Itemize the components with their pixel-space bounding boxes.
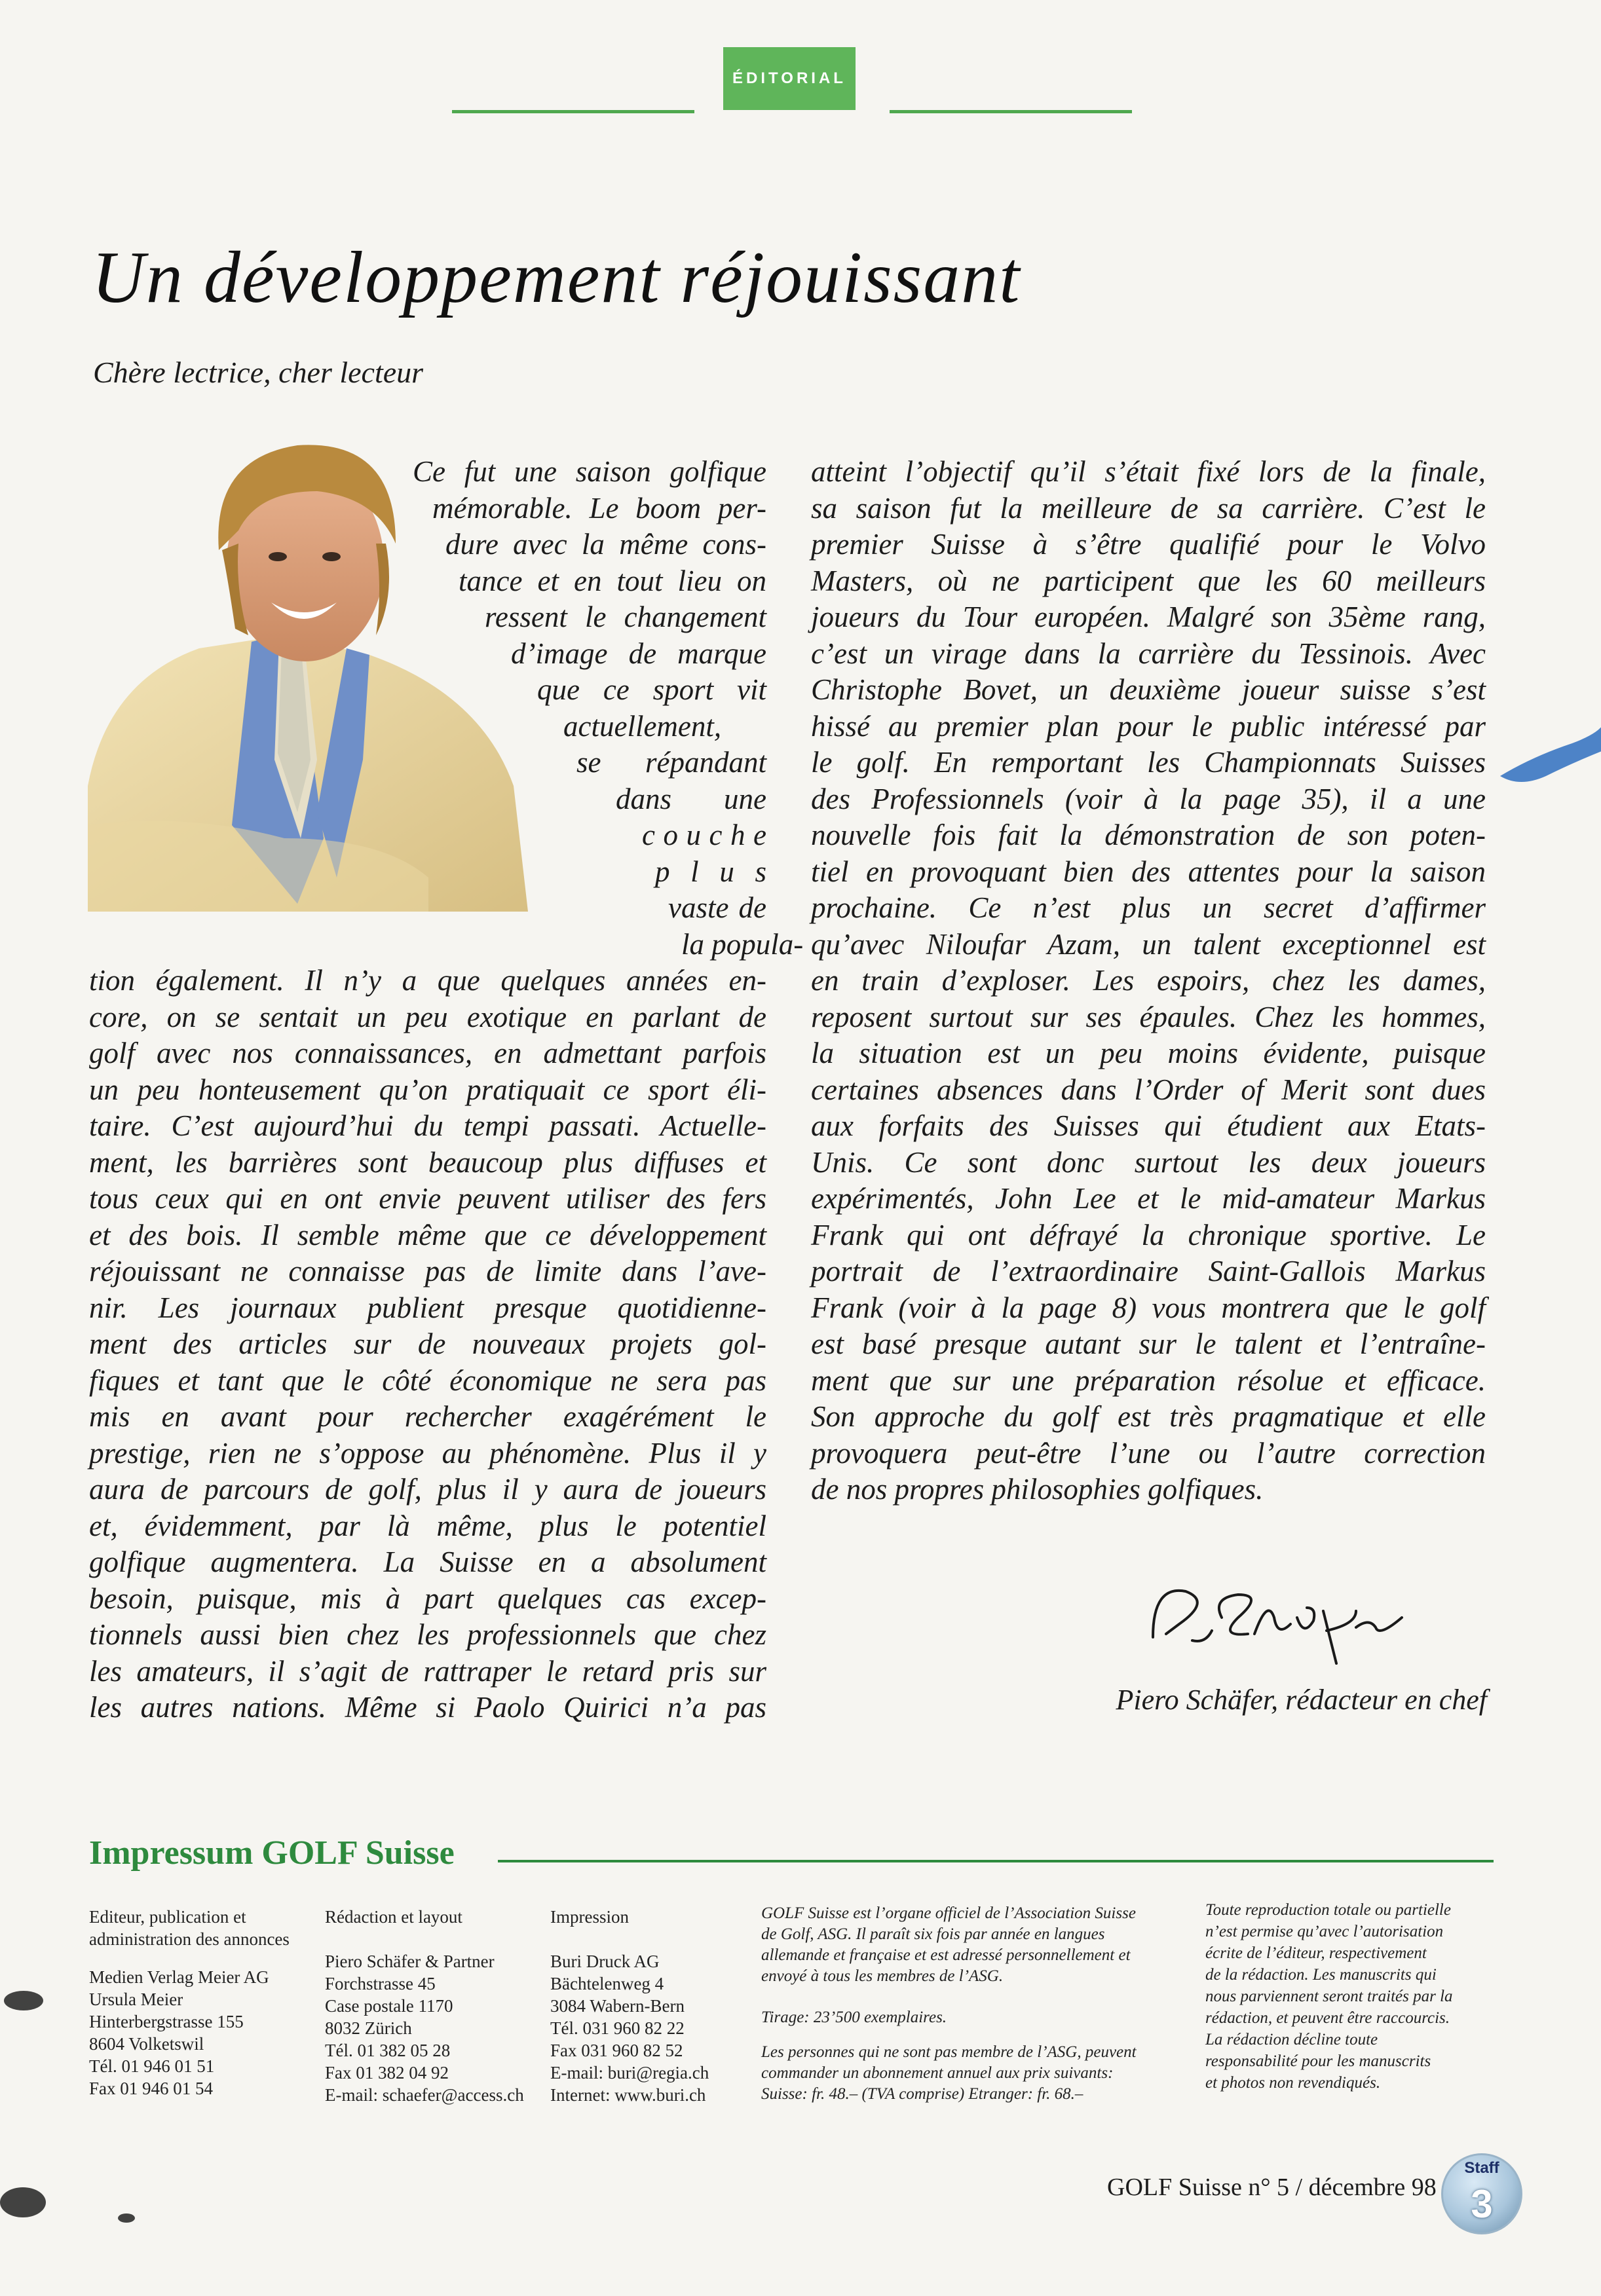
body-line: Son approche du golf est très pragmatique et elle bbox=[811, 1400, 1486, 1433]
body-line: premier Suisse à s’être qualifié pour le Volvo bbox=[811, 528, 1486, 561]
body-line: un peu honteusement qu’on pratiquait ce sport éli- bbox=[89, 1073, 766, 1106]
body-line: core, on se sentait un peu exotique en parlant de bbox=[89, 1000, 766, 1033]
body-line: nouvelle fois fait la démonstration de son poten- bbox=[811, 819, 1486, 851]
body-line: hissé au premier plan pour le public intéressé par bbox=[811, 709, 1486, 743]
body-line: prochaine. Ce n’est plus un secret d’affirmer bbox=[811, 891, 1486, 924]
body-line: Frank (voir à la page 8) vous montrera que le golf bbox=[811, 1291, 1486, 1324]
body-line: la popula- bbox=[681, 927, 804, 961]
body-line: tion également. Il n’y a que quelques années en- bbox=[89, 964, 766, 997]
body-line: tiel en provoquant bien des attentes pour la saison bbox=[811, 855, 1486, 888]
body-line: vaste de bbox=[668, 891, 766, 924]
body-line: actuellement, bbox=[563, 709, 722, 743]
scan-speck bbox=[4, 1991, 43, 2010]
body-line: que ce sport vit bbox=[537, 673, 766, 706]
body-line: se répandant bbox=[576, 746, 766, 779]
body-line: expérimentés, John Lee et le mid-amateur Markus bbox=[811, 1182, 1486, 1215]
body-line: des Professionnels (voir à la page 35), il a une bbox=[811, 782, 1486, 815]
body-line: est basé presque autant sur le talent et l’entraîne- bbox=[811, 1327, 1486, 1360]
body-line: golfique augmentera. La Suisse en a absolument bbox=[89, 1546, 766, 1578]
body-line: ment que sur une préparation résolue et efficace. bbox=[811, 1363, 1486, 1397]
salutation: Chère lectrice, cher lecteur bbox=[93, 356, 424, 389]
scan-speck bbox=[0, 2187, 46, 2217]
body-line: aura de parcours de golf, plus il y aura de joueurs bbox=[89, 1473, 766, 1506]
body-line: qu’avec Niloufar Azam, un talent exceptionnel est bbox=[811, 927, 1486, 961]
author-name: Piero Schäfer, rédacteur en chef bbox=[1116, 1684, 1487, 1716]
body-line: provoquera peut-être l’une ou l’autre correction bbox=[811, 1436, 1486, 1470]
body-line: reposent surtout sur ses épaules. Chez les hommes, bbox=[811, 1000, 1486, 1033]
body-line: c’est un virage dans la carrière du Tessinois. Avec bbox=[811, 637, 1486, 670]
footer-issue: GOLF Suisse n° 5 / décembre 98 bbox=[1107, 2174, 1437, 2201]
body-line: Masters, où ne participent que les 60 meilleurs bbox=[811, 564, 1486, 597]
body-line: les autres nations. Même si Paolo Quirici n’a pas bbox=[89, 1691, 766, 1724]
tag-rule-left bbox=[452, 110, 694, 113]
body-line: tionnels aussi bien chez les professionnels que chez bbox=[89, 1618, 766, 1651]
impressum-editeur: Medien Verlag Meier AG Ursula Meier Hinterbergstrasse 155 8604 Volketswil Tél. 01 946 01 51 Fax 01 946 01 54 bbox=[89, 1967, 269, 2098]
body-line: taire. C’est aujourd’hui du tempi passati. Actuelle- bbox=[89, 1109, 766, 1142]
body-line: atteint l’objectif qu’il s’était fixé lors de la finale, bbox=[811, 455, 1486, 488]
body-line: golf avec nos connaissances, en admettant parfois bbox=[89, 1037, 766, 1069]
body-line: et, évidemment, par là même, plus le potentiel bbox=[89, 1509, 766, 1542]
impressum-redaction: Piero Schäfer & Partner Forchstrasse 45 Case postale 1170 8032 Zürich Tél. 01 382 05 28 Fax 01 382 04 92 E-mail: schaefer@access.ch bbox=[325, 1952, 524, 2105]
impressum-impression: Buri Druck AG Bächtelenweg 4 3084 Wabern-Bern Tél. 031 960 82 22 Fax 031 960 82 52 E-mail: buri@regia.ch Internet: www.buri.ch bbox=[550, 1952, 709, 2105]
body-line: certaines absences dans l’Order of Merit sont dues bbox=[811, 1073, 1486, 1106]
body-line: besoin, puisque, mis à part quelques cas excep- bbox=[89, 1582, 766, 1615]
tag-rule-right bbox=[890, 110, 1132, 113]
body-line: sa saison fut la meilleure de sa carrière. C’est le bbox=[811, 491, 1486, 525]
body-line: de nos propres philosophies golfiques. bbox=[811, 1473, 1264, 1506]
body-line: mémorable. Le boom per- bbox=[432, 491, 766, 525]
body-line: prestige, rien ne s’oppose au phénomène. Plus il y bbox=[89, 1436, 766, 1470]
body-line: tance et en tout lieu on bbox=[459, 564, 766, 597]
page-number-badge bbox=[1441, 2153, 1522, 2234]
body-line: aux forfaits des Suisses qui étudient aux Etats- bbox=[811, 1109, 1486, 1142]
body-line: les amateurs, il s’agit de rattraper le retard pris sur bbox=[89, 1654, 766, 1688]
body-line: la situation est un peu moins évidente, puisque bbox=[811, 1037, 1486, 1069]
signature bbox=[1140, 1572, 1415, 1670]
impressum-impression-heading: Impression bbox=[550, 1907, 629, 1927]
body-line: en train d’exploser. Les espoirs, chez les dames, bbox=[811, 964, 1486, 997]
body-line: ment des articles sur de nouveaux projets gol- bbox=[89, 1327, 766, 1360]
body-line: Ce fut une saison golfique bbox=[413, 455, 766, 488]
body-line: Frank qui ont défrayé la chronique sportive. Le bbox=[811, 1218, 1486, 1251]
body-line: nir. Les journaux publient presque quotidienne- bbox=[89, 1291, 766, 1324]
body-line: dans une bbox=[616, 782, 766, 815]
body-line: dure avec la même cons- bbox=[445, 528, 766, 561]
impressum-asg: GOLF Suisse est l’organe officiel de l’Association Suisse de Golf, ASG. Il paraît six fois par année en langues allemande et française et est adressé personnellement et envoyé à tous les membres de l’ASG. bbox=[761, 1904, 1136, 1985]
body-line: joueurs du Tour européen. Malgré son 35ème rang, bbox=[811, 601, 1486, 633]
page-title: Un développement réjouissant bbox=[92, 237, 1021, 318]
impressum-editeur-heading: Editeur, publication et administration des annonces bbox=[89, 1907, 290, 1949]
body-line: fiques et tant que le côté économique ne sera pas bbox=[89, 1363, 766, 1397]
body-line: Christophe Bovet, un deuxième joueur suisse s’est bbox=[811, 673, 1486, 706]
body-line: Unis. Ce sont donc surtout les deux joueurs bbox=[811, 1145, 1486, 1179]
body-line: tous ceux qui en ont envie peuvent utiliser des fers bbox=[89, 1182, 766, 1215]
body-line: p l u s bbox=[655, 855, 766, 888]
body-line: d’image de marque bbox=[511, 637, 766, 670]
body-line: ment, les barrières sont beaucoup plus diffuses et bbox=[89, 1145, 766, 1179]
body-line: ressent le changement bbox=[485, 601, 766, 633]
impressum-abonnement: Les personnes qui ne sont pas membre de l’ASG, peuvent commander un abonnement annuel aux prix suivants: Suisse: fr. 48.– (TVA comprise) Etranger: fr. 68.– bbox=[761, 2043, 1137, 2103]
body-line: c o u c h e bbox=[642, 819, 766, 851]
scan-speck bbox=[118, 2213, 135, 2223]
body-line: et des bois. Il semble même que ce développement bbox=[89, 1218, 766, 1251]
body-line: portrait de l’extraordinaire Saint-Gallois Markus bbox=[811, 1255, 1486, 1287]
impressum-title: Impressum GOLF Suisse bbox=[89, 1834, 455, 1872]
ink-stain bbox=[1494, 717, 1601, 789]
body-line: réjouissant ne connaisse pas de limite dans l’ave- bbox=[89, 1255, 766, 1287]
impressum-tirage: Tirage: 23’500 exemplaires. bbox=[761, 2009, 947, 2026]
page-number: 3 bbox=[1471, 2182, 1493, 2226]
impressum-redaction-heading: Rédaction et layout bbox=[325, 1907, 462, 1927]
body-line: le golf. En remportant les Championnats Suisses bbox=[811, 746, 1486, 779]
body-line: mis en avant pour rechercher exagérément le bbox=[89, 1400, 766, 1433]
impressum-rule bbox=[498, 1860, 1494, 1862]
impressum-rights: Toute reproduction totale ou partielle n’est permise qu’avec l’autorisation écrite de l’éditeur, respectivement de la rédaction. Les manuscrits qui nous parviennent seront traités par la rédaction, et peuvent être raccourcis. La rédaction décline toute responsabilité pour les manuscrits et photos non revendiqués. bbox=[1205, 1901, 1453, 2092]
badge-brand: Staff bbox=[1464, 2159, 1499, 2177]
section-tag: ÉDITORIAL bbox=[723, 47, 856, 110]
